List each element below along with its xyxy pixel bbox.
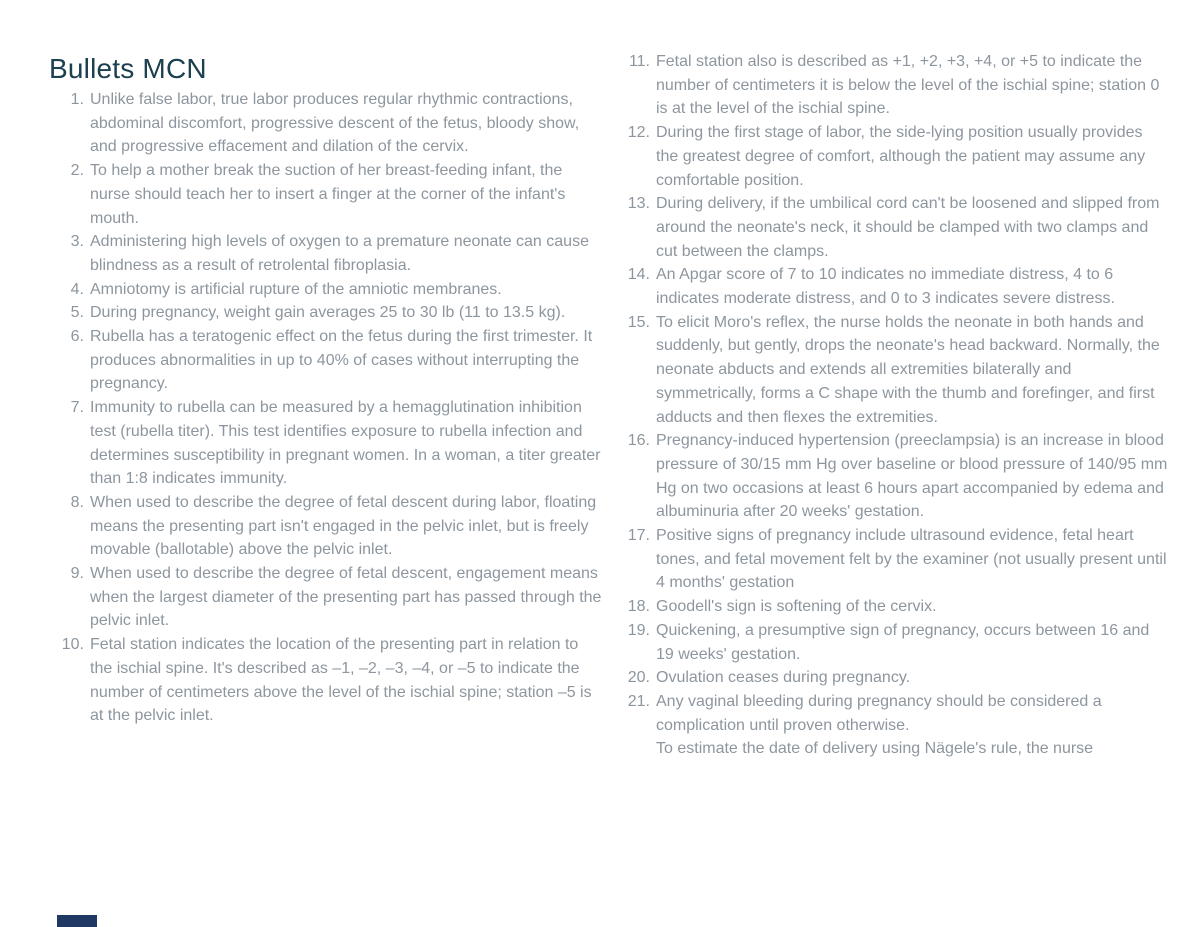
- list-item-text: Administering high levels of oxygen to a premature neonate can cause blindness as a result of retrolental fibroplasia.: [90, 233, 589, 274]
- list-item: [616, 429, 1168, 524]
- list-item-number: 20.: [627, 669, 650, 687]
- list-item-text: Quickening, a presumptive sign of pregnancy, occurs between 16 and 19 weeks' gestation.: [656, 621, 1150, 663]
- list-item: [616, 192, 1168, 263]
- list-item: [50, 301, 602, 325]
- page-title: Bullets MCN: [49, 53, 207, 84]
- list-item-text: Unlike false labor, true labor produces regular rhythmic contractions, abdominal discomfort, progressive descent of the fetus, bloody show, and progressive effacement and dilation of the cervix.: [90, 91, 580, 156]
- list-item-text: During the first stage of labor, the side-lying position usually provides the greatest degree of comfort, although the patient may assume any comfortable position.: [656, 124, 1146, 189]
- list-item-number: 7.: [70, 399, 84, 417]
- list-item-number: 11.: [628, 53, 650, 70]
- list-item: [616, 311, 1168, 430]
- list-item: [616, 263, 1168, 310]
- list-item: [616, 121, 1168, 192]
- list-item: [616, 666, 1168, 690]
- list-item-number: 5.: [70, 304, 84, 322]
- list-item-number: 16.: [627, 432, 650, 450]
- list-item-number: 18.: [627, 598, 650, 616]
- list-item: [50, 562, 602, 633]
- list-item-text: Positive signs of pregnancy include ultrasound evidence, fetal heart tones, and fetal movement felt by the examiner (not usually present until 4 months' gestation: [656, 527, 1167, 592]
- list-item: [616, 595, 1168, 619]
- list-item: [50, 633, 602, 728]
- list-item: [50, 491, 602, 562]
- list-item: [50, 230, 602, 277]
- list-item-text: During delivery, if the umbilical cord can't be loosened and slipped from around the neonate's neck, it should be clamped with two clamps and cut between the clamps.: [656, 195, 1160, 260]
- continuation-line: To estimate the date of delivery using Nägele's rule, the nurse: [656, 740, 1094, 758]
- list-item-text: Fetal station indicates the location of the presenting part in relation to the ischial spine. It's described as –1, –2, –3, –4, or –5 to indicate the number of centimeters above the level of the ischial spine; station –5 is at the pelvic inlet.: [90, 636, 592, 725]
- list-item-number: 21.: [627, 692, 650, 710]
- list-item: [50, 325, 602, 396]
- list-item-text: During pregnancy, weight gain averages 25 to 30 lb (11 to 13.5 kg).: [90, 304, 566, 322]
- list-item-number: 19.: [627, 621, 650, 639]
- right-column: [616, 50, 1168, 761]
- list-item-text: Amniotomy is artificial rupture of the amniotic membranes.: [90, 280, 502, 298]
- list-item-number: 10.: [61, 636, 84, 654]
- list-item-text: When used to describe the degree of fetal descent during labor, floating means the presenting part isn't engaged in the pelvic inlet, but is freely movable (ballotable) above the pelvic inlet.: [90, 493, 597, 559]
- list-item: [50, 396, 602, 491]
- list-item-number: 14.: [627, 266, 650, 284]
- list-item-number: 13.: [627, 195, 650, 213]
- list-item-number: 4.: [70, 280, 84, 298]
- list-item-text: When used to describe the degree of fetal descent, engagement means when the largest diameter of the presenting part has passed through the pelvic inlet.: [90, 565, 602, 630]
- list-item-text: An Apgar score of 7 to 10 indicates no immediate distress, 4 to 6 indicates moderate distress, and 0 to 3 indicates severe distress.: [656, 266, 1115, 308]
- list-item-number: 2.: [70, 162, 84, 180]
- list-item: [50, 88, 602, 159]
- list-item-number: 6.: [70, 328, 84, 346]
- right-column-list: [616, 50, 1168, 737]
- list-item-number: 12.: [627, 124, 650, 142]
- page-corner-mark: [57, 915, 97, 927]
- list-item-number: 1.: [70, 91, 84, 108]
- list-item: [50, 159, 602, 230]
- list-item: [616, 619, 1168, 666]
- list-item-number: 15.: [627, 313, 650, 331]
- list-item-text: Fetal station also is described as +1, +2, +3, +4, or +5 to indicate the number of centimeters it is below the level of the ischial spine; station 0 is at the level of the ischial spine.: [656, 53, 1160, 118]
- list-item-number: 3.: [70, 233, 84, 251]
- left-column: [50, 88, 602, 728]
- list-item-text: Pregnancy-induced hypertension (preeclampsia) is an increase in blood pressure of 30/15 mm Hg over baseline or blood pressure of 140/95 mm Hg on two occasions at least 6 hours apart accompanied by edema and albuminuria after 20 weeks' gestation.: [656, 432, 1168, 521]
- list-item-text: Immunity to rubella can be measured by a hemagglutination inhibition test (rubella titer). This test identifies exposure to rubella infection and determines susceptibility in pregnant women. In a woman, a titer greater than 1:8 indicates immunity.: [90, 399, 601, 488]
- list-item-text: Rubella has a teratogenic effect on the fetus during the first trimester. It produces abnormalities in up to 40% of cases without interrupting the pregnancy.: [90, 328, 593, 393]
- list-item-text: Ovulation ceases during pregnancy.: [656, 669, 911, 687]
- list-item-number: 8.: [70, 493, 84, 511]
- list-item: [50, 278, 602, 302]
- list-item-text: To help a mother break the suction of her breast-feeding infant, the nurse should teach her to insert a finger at the corner of the infant's mouth.: [90, 162, 566, 227]
- list-item-number: 17.: [627, 527, 650, 545]
- list-item: [616, 690, 1168, 737]
- list-item-text: Any vaginal bleeding during pregnancy should be considered a complication until proven otherwise.: [656, 692, 1102, 734]
- list-item-text: Goodell's sign is softening of the cervix.: [656, 598, 937, 616]
- list-item: [616, 524, 1168, 595]
- list-item: [616, 50, 1168, 121]
- list-item-number: 9.: [70, 565, 84, 583]
- list-item-text: To elicit Moro's reflex, the nurse holds the neonate in both hands and suddenly, but gently, drops the neonate's head backward. Normally, the neonate abducts and extends all extremities bilaterally and symmetrically, forms a C shape with the thumb and forefinger, and first adducts and then flexes the extremities.: [656, 313, 1160, 426]
